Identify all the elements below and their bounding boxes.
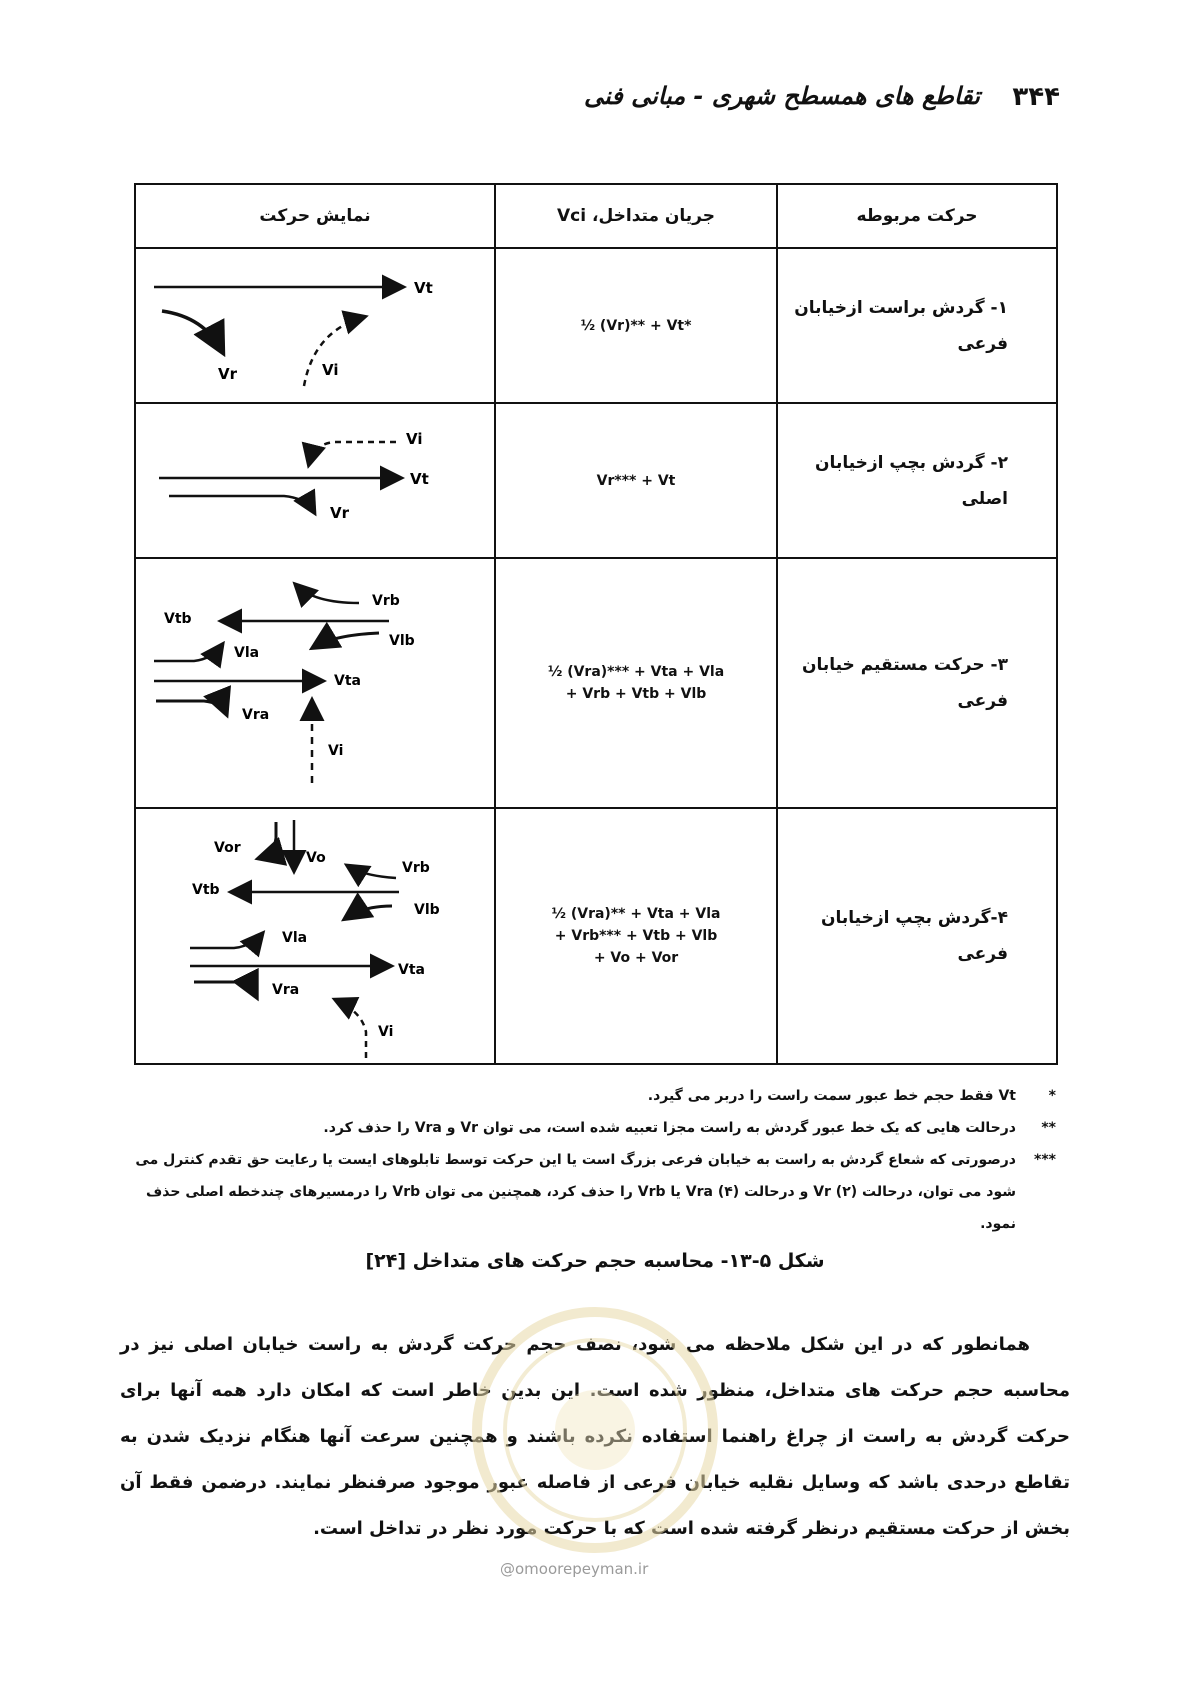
label-vra: Vra [272,982,300,998]
left-turn-la-arrow [190,934,262,948]
flow-line: ½ (Vr)** + Vt* [580,317,692,334]
table-row [135,808,1057,1064]
label-vr: Vr [330,503,350,522]
label-vt: Vt [414,278,433,297]
label-vi: Vi [378,1024,394,1040]
diagram-cell [135,248,495,403]
flow-line: + Vo + Vor [593,950,679,966]
page-header [130,82,1060,122]
footnote [134,1144,1056,1240]
footnote [134,1112,1056,1144]
footnote [134,1080,1056,1112]
movement-diagram [134,406,494,556]
header-diagram: نمایش حرکت [135,184,495,248]
footnote-mark: *** [1034,1152,1056,1168]
body-paragraph: همانطور که در این شکل ملاحظه می شود، نصف حجم حرکت گردش به راست خیابان اصلی نیز در محاسبه حجم حرکت های متداخل، منظور شده است. این بدین خاطر است که امکان دارد همه آنها برای حرکت گردش به راست از چراغ راهنما استفاده نکرده باشند و همچنین سرعت آنها هنگام نزدیک شدن به تقاطع درحدی باشد که وسایل نقلیه خیابان فرعی از فاصله عبور موجود صرفنظر نمایند. درضمن فقط آن بخش از حرکت مستقیم درنظر گرفته شده است که با حرکت مورد نظر در تداخل است. [120,1334,1070,1539]
label-vi: Vi [406,429,423,448]
footnote-mark: * [1048,1088,1056,1104]
right-turn-arrow [162,311,222,351]
flow-cell [495,403,777,558]
left-turn-la-arrow [154,645,222,661]
table-row [135,248,1057,403]
flow-line: + Vrb*** + Vtb + Vlb [554,928,718,944]
flow-line: Vr*** + Vt [596,472,676,489]
label-vra: Vra [242,706,270,723]
label-vla: Vla [234,644,260,661]
label-vta: Vta [334,672,361,689]
watermark-site: @omoorepeyman.ir [500,1560,649,1578]
label-vlb: Vlb [414,902,440,918]
footnote-text: درصورتی که شعاع گردش به راست به خیابان فرعی بزرگ است یا این حرکت توسط تابلوهای ایست یا رعایت حق تقدم کنترل می شود می توان، درحالت (۲) Vr و درحالت (۴) Vra یا Vrb را حذف کرد، همچنین می توان Vrb را درمسیرهای چندخطه اصلی حذف نمود. [135,1152,1016,1232]
table-row [135,558,1057,808]
figure-caption: شکل ۵-۱۳- محاسبه حجم حرکت های متداخل [۲۴] [365,1250,825,1272]
diagram-cell [135,808,495,1064]
right-turn-rb-arrow [296,585,359,603]
movement-diagram [134,251,494,401]
left-turn-lb-arrow [346,906,392,918]
movement-cell: ۴-گردش بچپ ازخیابان فرعی [777,808,1057,1064]
label-vor: Vor [214,840,241,856]
label-vtb: Vtb [164,610,192,627]
header-movement: حرکت مربوطه [777,184,1057,248]
label-vlb: Vlb [389,632,415,649]
right-turn-or-arrow [260,822,276,858]
left-turn-lb-arrow [314,633,379,647]
movement-cell: ۱- گردش براست ازخیابان فرعی [777,248,1057,403]
label-vla: Vla [282,930,308,946]
header-flow: جریان متداخل، Vci [495,184,777,248]
label-vrb: Vrb [402,860,430,876]
flow-cell [495,558,777,808]
flow-cell [495,808,777,1064]
flow-cell [495,248,777,403]
flow-line: ½ (Vra)*** + Vta + Vla [547,664,725,680]
movement-diagram [134,561,494,806]
interfering-flow-table [134,183,1058,1065]
footnote-mark: ** [1041,1120,1056,1136]
table-row [135,403,1057,558]
label-vi: Vi [328,742,344,759]
label-vo: Vo [306,850,326,866]
label-vt: Vt [410,469,429,488]
label-vr: Vr [218,364,238,383]
dashed-minor-arrow [336,1000,366,1058]
label-vtb: Vtb [192,882,220,898]
dashed-left-turn-arrow [309,442,396,464]
page-number: ۳۴۴ [1012,82,1060,112]
running-title: تقاطع های همسطح شهری - مبانی فنی [584,82,980,110]
right-turn-arrow [169,496,314,512]
right-turn-ra-arrow [194,982,256,996]
flow-line: + Vrb + Vtb + Vlb [565,686,707,702]
footnote-text: Vt فقط حجم خط عبور سمت راست را دربر می گیرد. [647,1088,1016,1104]
movement-diagram [134,810,494,1062]
label-vi: Vi [322,360,339,379]
table-header-row [135,184,1057,248]
movement-cell: ۲- گردش بچپ ازخیابان اصلی [777,403,1057,558]
movement-cell: ۳- حرکت مستقیم خیابان فرعی [777,558,1057,808]
table-footnotes [134,1080,1056,1240]
diagram-cell [135,558,495,808]
flow-line: ½ (Vra)** + Vta + Vla [551,906,721,922]
diagram-cell [135,403,495,558]
footnote-text: درحالت هایی که یک خط عبور گردش به راست مجزا تعبیه شده است، می توان Vr و Vra را حذف کرد. [323,1120,1016,1136]
label-vrb: Vrb [372,592,400,609]
right-turn-rb-arrow [348,866,396,878]
label-vta: Vta [398,962,425,978]
right-turn-ra-arrow [156,701,226,713]
